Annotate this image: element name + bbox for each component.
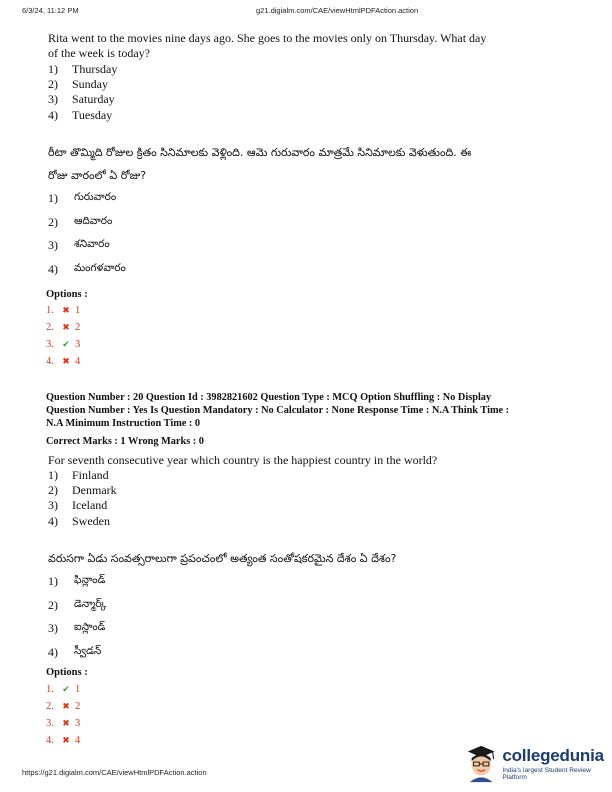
q1-english-line: of the week is today? <box>48 46 150 60</box>
answer-number: 2. <box>46 322 54 333</box>
option-text: డెన్మార్క్ <box>74 597 107 610</box>
q1-telugu-option <box>48 187 126 211</box>
option-text: Tuesday <box>72 107 113 122</box>
option-number: 2) <box>48 77 58 92</box>
option-text: ఐస్లాండ్ <box>74 621 106 634</box>
answer-number: 2. <box>46 701 54 712</box>
q2-telugu-text <box>48 547 568 570</box>
q1-telugu-option <box>48 258 126 282</box>
answer-row <box>46 336 80 353</box>
cross-icon: ✖ <box>62 735 70 745</box>
option-text: శనివారం <box>74 238 110 251</box>
q2-options-title: Options : <box>46 667 88 678</box>
option-number: 2) <box>48 483 58 498</box>
mascot-icon <box>464 743 498 783</box>
option-text: Sweden <box>72 513 110 528</box>
option-number: 4) <box>48 261 58 276</box>
q1-english-option <box>48 62 117 77</box>
q2-english-option <box>48 498 117 513</box>
answer-value: 1 <box>75 305 81 316</box>
q2-telugu-options <box>48 570 107 664</box>
option-number: 4) <box>48 107 58 122</box>
answer-row <box>46 319 80 336</box>
q1-telugu-options <box>48 187 126 281</box>
q2-english-line: For seventh consecutive year which country is the happiest country in the world? <box>48 453 438 467</box>
q2-english-options <box>48 468 117 529</box>
q2-english-option <box>48 514 117 529</box>
q2-meta <box>46 391 576 448</box>
option-text: గురువారం <box>74 191 117 204</box>
q1-telugu-line: రీటా తొమ్మిది రోజుల క్రితం సినిమాలకు వెళ్లింది. ఆమె గురువారం మాత్రమే సినిమాలకు వెళుతుంది. ఈ <box>48 146 472 159</box>
option-text: Thursday <box>72 62 118 76</box>
answer-number: 4. <box>46 735 54 746</box>
q2-meta-line: Question Number : 20 Question Id : 3982821602 Question Type : MCQ Option Shuffling : No Display <box>46 392 492 403</box>
answer-number: 4. <box>46 356 54 367</box>
q1-english-text <box>48 31 568 61</box>
option-number: 3) <box>48 92 58 107</box>
answer-number: 1. <box>46 305 54 316</box>
option-number: 2) <box>48 214 58 229</box>
answer-value: 4 <box>75 735 81 746</box>
q1-english-options <box>48 62 117 123</box>
answer-value: 3 <box>75 718 81 729</box>
option-number: 1) <box>48 468 58 482</box>
option-text: Sunday <box>72 77 108 92</box>
q1-telugu-option <box>48 234 126 258</box>
answer-row <box>46 732 80 749</box>
q2-english-text <box>48 453 568 468</box>
option-text: Saturday <box>72 92 115 107</box>
option-text: Denmark <box>72 483 117 498</box>
q2-telugu-option <box>48 641 107 665</box>
answer-number: 1. <box>46 684 54 695</box>
cross-icon: ✖ <box>62 356 70 366</box>
check-icon: ✔ <box>62 339 70 349</box>
option-number: 3) <box>48 621 58 636</box>
option-number: 1) <box>48 191 58 206</box>
print-datetime: 6/3/24, 11:12 PM <box>22 6 79 15</box>
option-number: 1) <box>48 574 58 589</box>
q1-english-option <box>48 108 117 123</box>
q1-telugu-option <box>48 211 126 235</box>
q2-english-option <box>48 468 117 483</box>
print-url[interactable]: g21.digialm.com/CAE/viewHtmlPDFAction.action <box>256 6 419 15</box>
option-text: మంగళవారం <box>74 261 126 274</box>
answer-value: 4 <box>75 356 81 367</box>
q2-meta-line: Question Number : Yes Is Question Mandatory : No Calculator : None Response Time : N.A Think Time : <box>46 405 510 417</box>
answer-value: 2 <box>75 322 81 333</box>
q2-telugu-option <box>48 594 107 618</box>
option-text: ఆదివారం <box>74 214 113 227</box>
answer-row <box>46 715 80 732</box>
option-number: 4) <box>48 644 58 659</box>
option-text: ఫిన్లాండ్ <box>74 574 106 587</box>
answer-value: 3 <box>75 339 81 350</box>
cross-icon: ✖ <box>62 322 70 332</box>
collegedunia-logo <box>464 743 612 783</box>
q1-options-title: Options : <box>46 289 88 300</box>
q2-english-option <box>48 483 117 498</box>
option-number: 1) <box>48 62 58 76</box>
check-icon: ✔ <box>62 684 70 694</box>
option-number: 4) <box>48 513 58 528</box>
answer-row <box>46 681 80 698</box>
option-number: 2) <box>48 597 58 612</box>
q1-english-line: Rita went to the movies nine days ago. She goes to the movies only on Thursday. What day <box>48 31 487 45</box>
q1-english-option <box>48 92 117 107</box>
footer-url[interactable]: https://g21.digialm.com/CAE/viewHtmlPDFAction.action <box>22 768 207 777</box>
answer-row <box>46 698 80 715</box>
answer-value: 1 <box>75 684 81 695</box>
answer-row <box>46 353 80 370</box>
q1-telugu-line: రోజు వారంలో ఏ రోజు? <box>48 169 147 182</box>
logo-tagline: India's largest Student Review Platform <box>502 766 591 781</box>
logo-name: collegedunia <box>502 745 604 765</box>
option-number: 3) <box>48 498 58 513</box>
q1-answer-list <box>46 302 80 370</box>
q2-meta-line: N.A Minimum Instruction Time : 0 <box>46 418 201 430</box>
q2-telugu-line: వరుసగా ఏడు సంవత్సరాలుగా ప్రపంచంలో అత్యంత సంతోషకరమైన దేశం ఏ దేశం? <box>48 552 397 565</box>
q2-telugu-option <box>48 570 107 594</box>
q2-telugu-option <box>48 617 107 641</box>
q1-telugu-text <box>48 141 568 187</box>
answer-number: 3. <box>46 718 54 729</box>
cross-icon: ✖ <box>62 305 70 315</box>
answer-number: 3. <box>46 339 54 350</box>
q2-marks: Correct Marks : 1 Wrong Marks : 0 <box>46 435 204 447</box>
answer-row <box>46 302 80 319</box>
option-text: Iceland <box>72 498 108 513</box>
cross-icon: ✖ <box>62 701 70 711</box>
answer-value: 2 <box>75 701 81 712</box>
option-text: స్వీడన్ <box>74 644 102 657</box>
option-text: Finland <box>72 468 109 482</box>
q1-english-option <box>48 77 117 92</box>
q2-answer-list <box>46 681 80 749</box>
option-number: 3) <box>48 238 58 253</box>
cross-icon: ✖ <box>62 718 70 728</box>
